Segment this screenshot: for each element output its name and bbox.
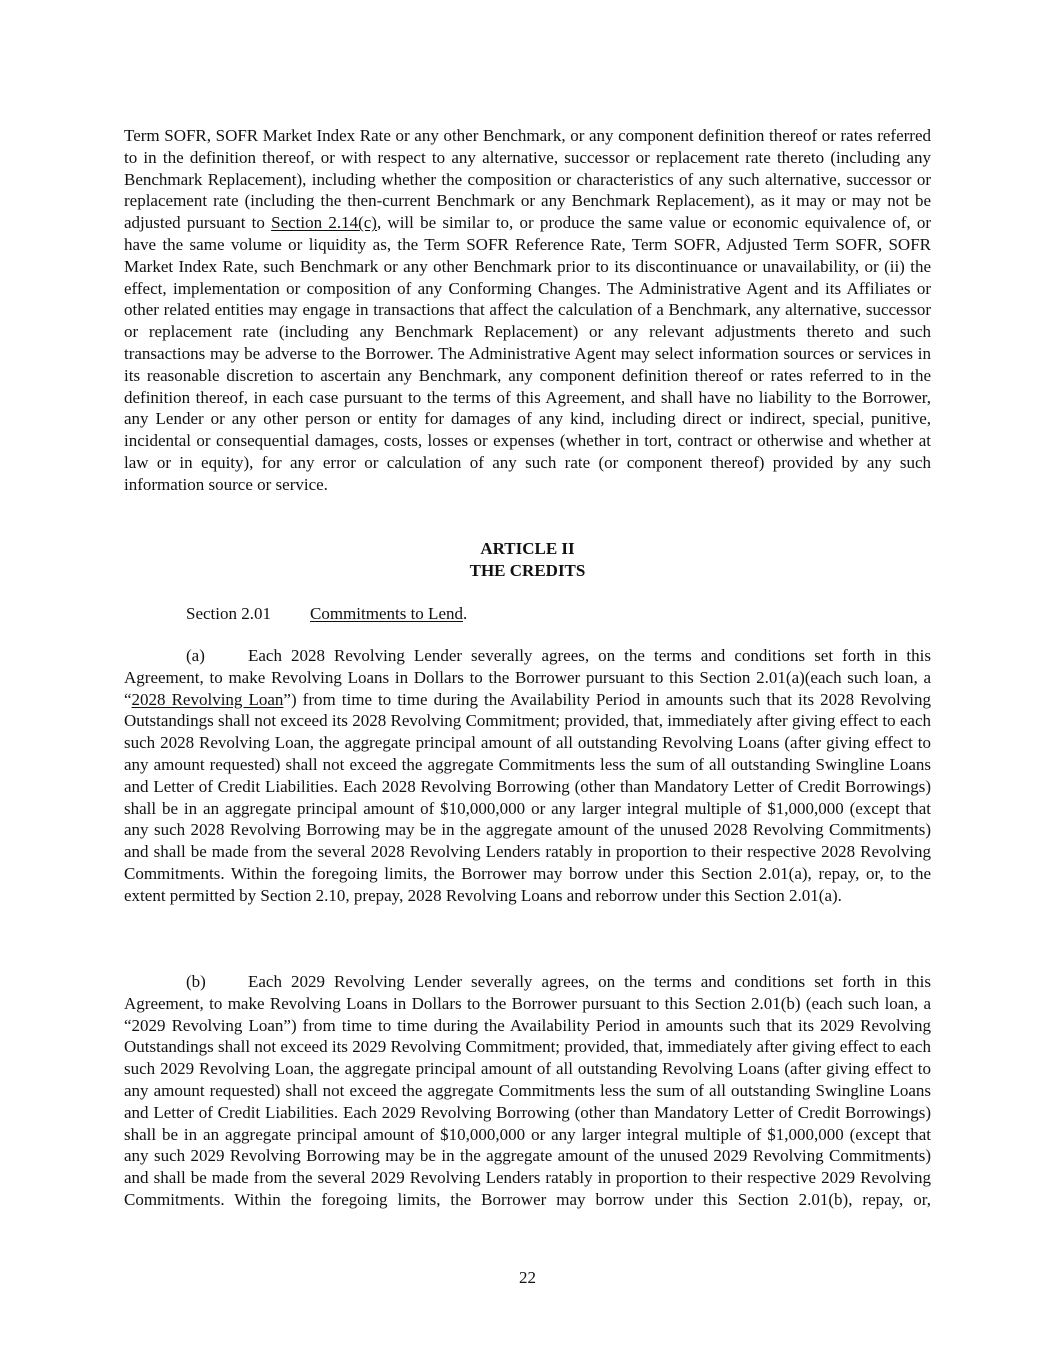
article-title: THE CREDITS bbox=[469, 560, 586, 580]
section-number: Section 2.01 bbox=[186, 604, 271, 623]
subsection-a bbox=[124, 645, 931, 907]
subsection-b-label: (b) bbox=[186, 972, 206, 991]
paragraph-text-part1: Term SOFR, SOFR Market Index Rate or any other Benchmark, or any component definition thereof or rates referred to in the definition thereof, or with respect to any alternative, successor or replacement rate thereto (including any Benchmark Replacement), including whether the composition or characteristics of any such alternative, successor or replacement rate (including the then-current Benchmark or any Benchmark Replacement), as it may or may not be adjusted pursuant to bbox=[124, 126, 931, 233]
subsection-a-text-part1: Each 2028 Revolving Lender severally agrees, on the terms and conditions set forth in this Agreement, to make Revolving Loans in Dollars to the Borrower pursuant to this Section 2.01(a)(each such loan, a “ bbox=[124, 646, 931, 709]
defined-term: 2028 Revolving Loan bbox=[131, 689, 284, 709]
paragraph-text-part2: , will be similar to, or produce the same value or economic equivalence of, or have the same volume or liquidity as, the Term SOFR Reference Rate, Term SOFR, Adjusted Term SOFR, SOFR Market Index Rate, such Benchmark or any other Benchmark prior to its discontinuance or unavailability, or (ii) the effect, implementation or composition of any Conforming Changes. The Administrative Agent and its Affiliates or other related entities may engage in transactions that affect the calculation of a Benchmark, any alternative, successor or replacement rate (including any Benchmark Replacement) or any relevant adjustments thereto and such transactions may be adverse to the Borrower. The Administrative Agent may select information sources or services in its reasonable discretion to ascertain any Benchmark, any component definition thereof or rates referred to in the definition thereof, in each case pursuant to the terms of this Agreement, and shall have no liability to the Borrower, any Lender or any other person or entity for damages of any kind, including direct or indirect, special, punitive, incidental or consequential damages, costs, losses or expenses (whether in tort, contract or otherwise and whether at law or in equity), for any error or calculation of any such rate (or component thereof) provided by any such information source or service. bbox=[124, 213, 931, 494]
section-reference-link[interactable]: Section 2.14(c) bbox=[271, 213, 377, 233]
section-title: Commitments to Lend bbox=[310, 604, 463, 623]
section-title-period: . bbox=[463, 604, 468, 623]
subsection-a-label: (a) bbox=[186, 646, 205, 665]
page-number: 22 bbox=[519, 1268, 536, 1287]
article-heading bbox=[124, 538, 931, 582]
subsection-b-text: Each 2029 Revolving Lender severally agrees, on the terms and conditions set forth in this Agreement, to make Revolving Loans in Dollars to the Borrower pursuant to this Section 2.01(b) (each such loan, a “2029 Revolving Loan”) from time to time during the Availability Period in amounts such that its 2029 Revolving Outstandings shall not exceed its 2029 Revolving Commitment; provided, that, immediately after giving effect to each such 2029 Revolving Loan, the aggregate principal amount of all outstanding Revolving Loans (after giving effect to any amount requested) shall not exceed the aggregate Commitments less the sum of all outstanding Swingline Loans and Letter of Credit Liabilities. Each 2029 Revolving Borrowing (other than Mandatory Letter of Credit Borrowings) shall be in an aggregate principal amount of $10,000,000 or any larger integral multiple of $1,000,000 (except that any such 2029 Revolving Borrowing may be in the aggregate amount of the unused 2029 Revolving Commitments) and shall be made from the several 2029 Revolving Lenders ratably in proportion to their respective 2029 Revolving Commitments. Within the foregoing limits, the Borrower may borrow under this Section 2.01(b), repay, or, bbox=[124, 972, 931, 1209]
continued-paragraph bbox=[124, 125, 931, 496]
subsection-b bbox=[124, 971, 931, 1211]
subsection-a-text-part2: ”) from time to time during the Availability Period in amounts such that its 2028 Revolving Outstandings shall not exceed its 2028 Revolving Commitment; provided, that, immediately after giving effect to each such 2028 Revolving Loan, the aggregate principal amount of all outstanding Revolving Loans (after giving effect to any amount requested) shall not exceed the aggregate Commitments less the sum of all outstanding Swingline Loans and Letter of Credit Liabilities. Each 2028 Revolving Borrowing (other than Mandatory Letter of Credit Borrowings) shall be in an aggregate principal amount of $10,000,000 or any larger integral multiple of $1,000,000 (except that any such 2028 Revolving Borrowing may be in the aggregate amount of the unused 2028 Revolving Commitments) and shall be made from the several 2028 Revolving Lenders ratably in proportion to their respective 2028 Revolving Commitments. Within the foregoing limits, the Borrower may borrow under this Section 2.01(a), repay, or, to the extent permitted by Section 2.10, prepay, 2028 Revolving Loans and reborrow under this Section 2.01(a). bbox=[124, 689, 932, 905]
article-number: ARTICLE II bbox=[480, 539, 575, 558]
section-heading bbox=[124, 603, 931, 625]
